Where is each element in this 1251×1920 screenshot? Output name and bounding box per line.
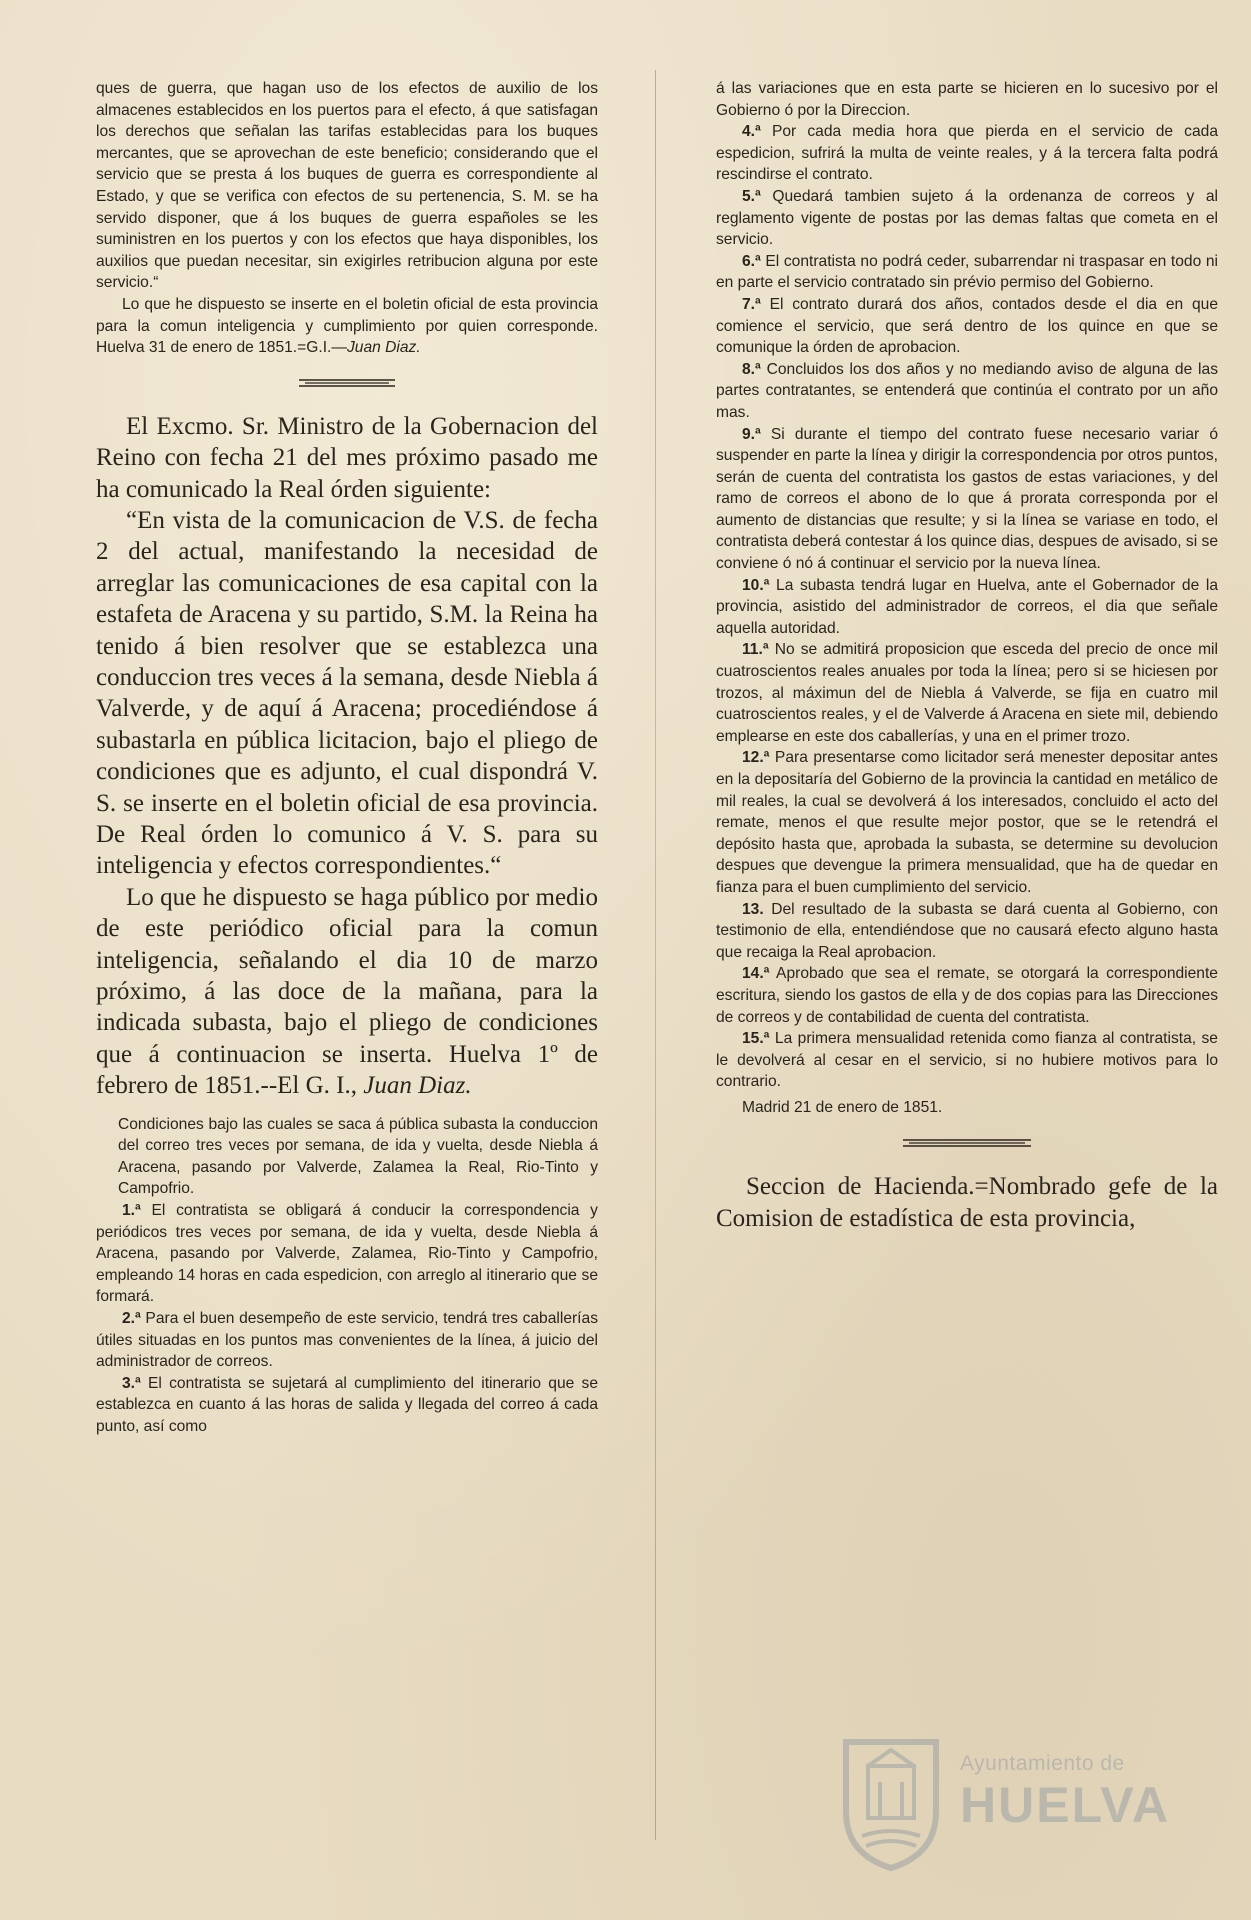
condition-3-continuation: á las variaciones que en esta parte se hicieren en lo sucesivo por el Gobierno ó por la Direccion. xyxy=(716,80,1218,119)
condition-text: El contratista se sujetará al cumplimiento del itinerario que se establezca en cuanto á las horas de salida y llegada del correo á cada punto, así como xyxy=(96,1374,599,1435)
conditions-block-left xyxy=(96,1114,598,1438)
right-column xyxy=(716,78,1218,1235)
condition-number: 8.ª xyxy=(742,360,761,378)
condition-text: No se admitirá proposicion que esceda del precio de once mil cuatroscientos reales anuales por toda la línea; pero si se hiciesen por trozos, al máximun del de Niebla á Valverde, se fija en cuatro mil cuatroscientos reales, y el de Valverde á Aracena en siete mil, debiendo emplearse en este dos caballerías, y una en el primer trozo. xyxy=(716,641,1218,745)
publico-signature: Juan Diaz. xyxy=(363,1072,472,1100)
condition-item xyxy=(96,1308,598,1373)
condition-text: Para el buen desempeño de este servicio, tendrá tres caballerías útiles situadas en los puntos mas convenientes de la línea, á juicio del administrador de correos. xyxy=(96,1310,598,1371)
column-divider xyxy=(655,70,656,1840)
condition-number: 13. xyxy=(742,900,764,918)
condition-item xyxy=(716,424,1218,575)
insert-note-signature: Juan Diaz. xyxy=(346,339,421,357)
condition-item xyxy=(716,294,1218,359)
condition-number: 6.ª xyxy=(742,252,761,270)
condition-text: El contratista se obligará á conducir la correspondencia y periódicos tres veces por semana, de ida y vuelta, desde Niebla á Aracena, pasando por Valverde, Zalamea, Rio-Tinto y Campofrio, empleando 14 horas en cada espedicion, con arreglo al itinerario que se formará. xyxy=(96,1202,598,1306)
real-orden-text: “En vista de la comunicacion de V.S. de fecha 2 del actual, manifestando la necesidad de arreglar las comunicaciones de esa capital con la estafeta de Aracena y su partido, S.M. la Reina ha tenido á bien resolver que se establezca una conduccion tres veces á la semana, desde Niebla á Valverde, y de aquí á Aracena; procediéndose á subastarla en pública licitacion, bajo el pliego de condiciones que es adjunto, el cual dispondrá V. S. se inserte en el boletin oficial de esa provincia. De Real órden lo comunico á V. S. para su inteligencia y efectos correspondientes.“ xyxy=(96,506,598,880)
insert-note-text: Lo que he dispuesto se inserte en el boletin oficial de esta provincia para la comun inteligencia y cumplimiento por quien corresponde. Huelva 31 de enero de 1851.=G.I.— xyxy=(96,295,598,357)
condition-item xyxy=(716,575,1218,640)
condition-text: Por cada media hora que pierda en el servicio de cada espedicion, sufrirá la multa de veinte reales, y á la tercera falta podrá rescindirse el contrato. xyxy=(716,123,1218,184)
condition-text: El contratista no podrá ceder, subarrendar ni traspasar en todo ni en parte el servicio contratado sin prévio permiso del Gobierno. xyxy=(716,252,1218,292)
insert-note xyxy=(96,294,598,359)
condition-item xyxy=(716,899,1218,964)
condition-number: 7.ª xyxy=(742,295,761,313)
watermark-line1: Ayuntamiento de xyxy=(960,1752,1125,1775)
condition-number: 10.ª xyxy=(742,576,770,594)
condition-text: Para presentarse como licitador será menester depositar antes en la depositaría del Gobierno de la provincia la cantidad en metálico de mil reales, la cual se devolverá á los interesados, concluido el acto del remate, menos el que resulte mejor postor, que se le retendrá el depósito hasta que, aprobada la subasta, se determine su devolucion despues que devengue la primera mensualidad, que ha de quedar en fianza para el buen cumplimiento del servicio. xyxy=(716,749,1218,896)
condition-number: 1.ª xyxy=(122,1202,141,1220)
ministerio-intro: El Excmo. Sr. Ministro de la Gobernacion del Reino con fecha 21 del mes próximo pasado me ha comunicado la Real órden siguiente: xyxy=(96,412,598,503)
left-column xyxy=(96,78,598,1438)
condition-number: 2.ª xyxy=(122,1310,141,1327)
condition-number: 14.ª xyxy=(742,965,770,983)
condition-text: Concluidos los dos años y no mediando aviso de alguna de las partes contratantes, se entenderá que continúa el contrato por un año mas. xyxy=(716,360,1218,421)
conditions-block-right xyxy=(716,78,1218,1119)
condition-item xyxy=(716,251,1218,294)
condition-number: 4.ª xyxy=(742,123,761,141)
conditions-title: Condiciones bajo las cuales se saca á pública subasta la conduccion del correo tres veces por semana, de ida y vuelta, desde Niebla á Aracena, pasando por Valverde, Zalamea la Real, Rio-Tinto y Campofrio. xyxy=(118,1115,598,1198)
condition-text: Aprobado que sea el remate, se otorgará la correspondiente escritura, siendo los gastos de ella y de dos copias para las Direcciones de correos y de contabilidad de cuenta del contratista. xyxy=(716,965,1218,1026)
real-orden-block xyxy=(96,411,598,1102)
madrid-date-line: Madrid 21 de enero de 1851. xyxy=(742,1098,943,1116)
condition-number: 15.ª xyxy=(742,1030,770,1048)
condition-text: La subasta tendrá lugar en Huelva, ante el Gobernador de la provincia, asistido del administrador de correos, el dia que señale aquella autoridad. xyxy=(716,576,1218,637)
condition-item xyxy=(716,639,1218,747)
condition-item xyxy=(716,359,1218,424)
condition-item xyxy=(716,186,1218,251)
publico-paragraph xyxy=(96,882,598,1102)
condition-text: Si durante el tiempo del contrato fuese necesario variar ó suspender en parte la línea y dirigir la correspondencia por otros puntos, serán de cuenta del contratista los gastos de estas variaciones, y del ramo de correos el abono de lo que á prorata corresponda por el aumento de distancias que resulte; y si la línea se variase en todo, el contratista deberá contestar á los quince dias, despues de avisado, si se conviene ó nó á continuar el servicio por la nueva línea. xyxy=(716,425,1218,573)
previous-order-continuation: ques de guerra, que hagan uso de los efectos de auxilio de los almacenes establecidos en los puertos para el efecto, á que satisfagan los derechos que señalan las tarifas establecidas para los buques mercantes, que se aprovechan de este beneficio; considerando que el servicio que se presta á los buques de guerra es correspondiente al Estado, y que se verifica con efectos de su pertenencia, S. M. se ha servido disponer, que á los buques de guerra españoles se les suministren en los puertos y con los efectos que haya disponibles, los auxilios que puedan necesitar, sin exigirles retribucion alguna por este servicio.“ xyxy=(96,80,598,292)
previous-order-block xyxy=(96,78,598,359)
condition-text: Del resultado de la subasta se dará cuenta al Gobierno, con testimonio de ella, entendiéndose que no causará efecto alguno hasta que recaiga la Real aprobacion. xyxy=(716,900,1218,961)
condition-item xyxy=(716,747,1218,898)
condition-number: 9.ª xyxy=(742,425,761,443)
condition-text: El contrato durará dos años, contados desde el dia en que comience el servicio, que será dentro de los quince en que se comunique la órden de aprobacion. xyxy=(716,295,1218,357)
separator-ornament xyxy=(901,1137,1033,1149)
condition-item xyxy=(96,1373,598,1438)
separator-ornament xyxy=(297,377,397,389)
seccion-hacienda-heading: Seccion de Hacienda.=Nombrado gefe de la Comision de estadística de esta provincia, xyxy=(716,1172,1218,1232)
condition-item xyxy=(716,121,1218,186)
condition-number: 12.ª xyxy=(742,749,770,767)
publico-text: Lo que he dispuesto se haga público por medio de este periódico oficial para la comun inteligencia, señalando el dia 10 de marzo próximo, á las doce de la mañana, para la indicada subasta, bajo el pliego de condiciones que á continuacion se inserta. Huelva 1º de febrero de 1851.--El G. I., xyxy=(96,883,598,1100)
watermark-line2: HUELVA xyxy=(960,1777,1171,1833)
condition-number: 5.ª xyxy=(742,187,761,205)
ayuntamiento-watermark xyxy=(836,1728,1236,1878)
condition-number: 3.ª xyxy=(122,1374,141,1392)
condition-text: Quedará tambien sujeto á la ordenanza de correos y al reglamento vigente de postas por las demas faltas que cometa en el servicio. xyxy=(716,187,1219,249)
condition-item xyxy=(716,1028,1218,1093)
condition-number: 11.ª xyxy=(742,641,769,659)
condition-item xyxy=(716,963,1218,1028)
condition-item xyxy=(96,1200,598,1308)
city-shield-icon xyxy=(836,1732,946,1872)
condition-text: La primera mensualidad retenida como fianza al contratista, se le devolverá al cesar en el servicio, si no hubiere motivos para lo contrario. xyxy=(716,1030,1218,1091)
